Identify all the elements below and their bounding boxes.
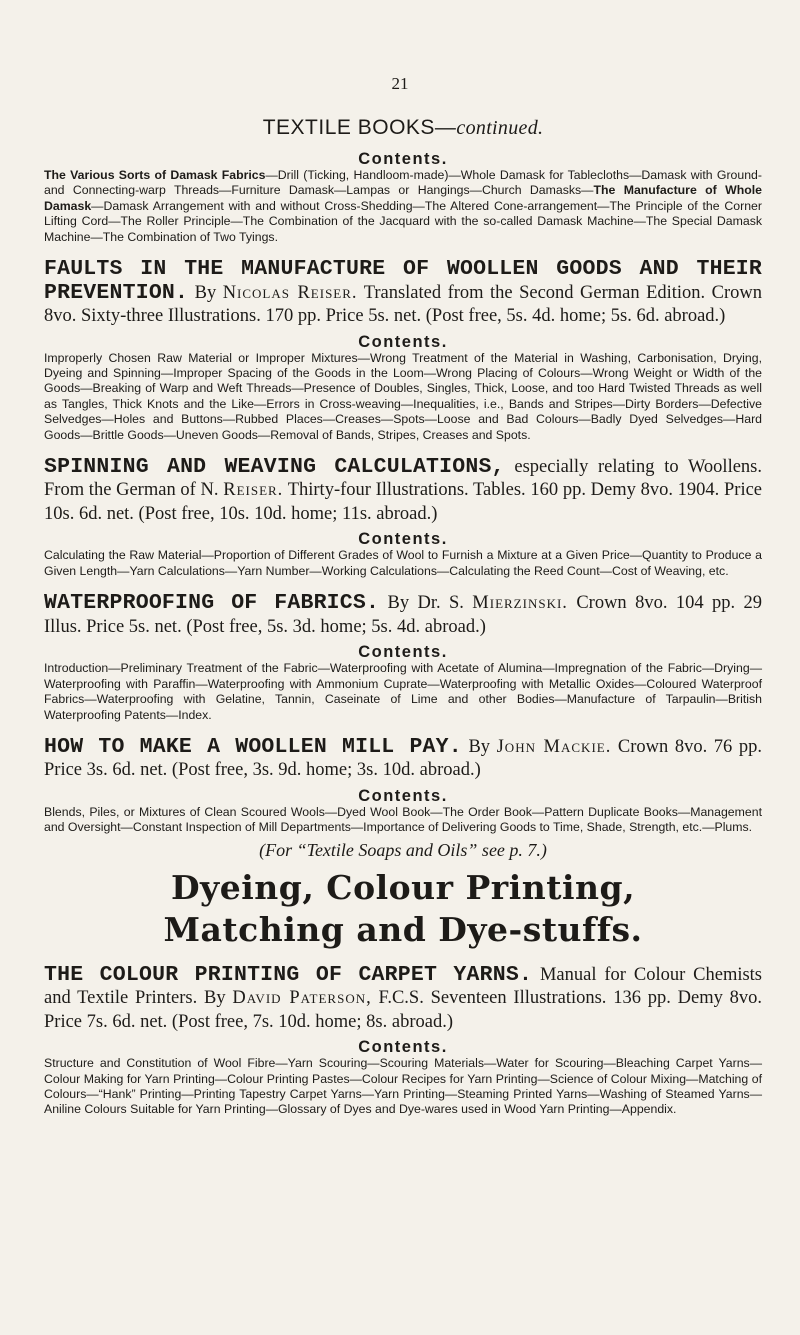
cross-reference-note: (For “Textile Soaps and Oils” see p. 7.) <box>259 839 547 860</box>
waterproofing-contents: Introduction—Preliminary Treatment of the Fabric—Waterproofing with Acetate of Alumina—Impregnation of the Fabric—Drying—Waterproofing with Paraffin—Waterproofing with Ammonium Cuprate—Waterproofing with Metallic Oxides—Coloured Waterproof Fabrics—Waterproofing with Gelatine, Tannin, Caseinate of Lime and other Bodies—Manufacture of Tarpaulin—British Waterproofing Patents—Index. <box>44 661 762 722</box>
header-title: TEXTILE BOOKS <box>262 116 435 139</box>
book-title: SPINNING AND WEAVING CALCULATIONS, <box>44 454 505 479</box>
contents-heading: Contents. <box>358 530 448 549</box>
section-heading-line-1: Dyeing, Colour Printing, <box>170 867 636 907</box>
carpet-yarns-contents: Structure and Constitution of Wool Fibre—Yarn Scouring—Scouring Materials—Water for Scouring—Bleaching Carpet Yarns—Colour Making for Yarn Printing—Colour Printing Pastes—Colour Recipes for Yarn Printing—Science of Colour Mixing—Matching of Colours—“Hank” Printing—Printing Tapestry Carpet Yarns—Yarn Printing—Steaming Printed Yarns—Washing of Steamed Yarns—Aniline Colours Suitable for Yarn Printing—Glossary of Dyes and Dye-wares used in Wood Yarn Printing—Appendix. <box>44 1056 762 1117</box>
book-author: Reiser. <box>223 480 284 501</box>
damask-contents-lead: The Various Sorts of Damask Fabrics <box>44 168 266 182</box>
section-heading <box>44 867 762 951</box>
book-details: Crown 8vo. 76 pp. Price 3s. 6d. net. (Post free, 3s. 9d. home; 3s. 10d. abroad.) <box>44 736 763 781</box>
faults-contents: Improperly Chosen Raw Material or Improper Mixtures—Wrong Treatment of the Material in Washing, Carbonisation, Drying, Dyeing and Spinning—Improper Spacing of the Goods in the Loom—Wrong Placing of Colours—Wrong Weight or Width of the Goods—Breaking of Warp and Weft Threads—Presence of Doubles, Singles, Thick, Loose, and too Hard Twisted Threads as well as Tangles, Thick Knots and the Like—Errors in Cross-weaving—Inequalities, i.e., Bands and Stripes—Dirty Borders—Defective Selvedges—Holes and Buttons—Rubbed Places—Creases—Spots—Loose and Bad Colours—Badly Dyed Selvedges—Hard Goods—Brittle Goods—Uneven Goods—Removal of Bands, Stripes, Creases and Spots. <box>44 350 762 442</box>
book-details: Crown 8vo. 104 pp. 29 Illus. Price 5s. net. (Post free, 5s. 3d. home; 5s. 4d. abroad.) <box>44 593 762 637</box>
contents-heading: Contents. <box>358 150 448 168</box>
book-author: John Mackie. <box>496 736 612 757</box>
page-content <box>44 116 762 1118</box>
contents-heading: Contents. <box>358 332 448 351</box>
book-entry-woollen-mill: HOW TO MAKE A WOOLLEN MILL PAY. By John Mackie. Crown 8vo. 76 pp. Price 3s. 6d. net. (Post free, 3s. 9d. home; 3s. 10d. abroad.) <box>44 734 763 781</box>
book-author: David Paterson, <box>232 988 372 1009</box>
contents-heading: Contents. <box>358 1038 448 1057</box>
page-number: 21 <box>391 74 409 93</box>
book-entry-carpet-yarns: THE COLOUR PRINTING OF CARPET YARNS. Manual for Colour Chemists and Textile Printers. By David Paterson, F.C.S. Seventeen Illustrations. 136 pp. Demy 8vo. Price 7s. 6d. net. (Post free, 7s. 10d. home; 8s. abroad.) <box>44 962 763 1032</box>
book-title: THE COLOUR PRINTING OF CARPET YARNS. <box>44 962 533 987</box>
page-header: TEXTILE BOOKS—continued. <box>262 116 544 139</box>
damask-contents: The Various Sorts of Damask Fabrics—Drill (Ticking, Handloom-made)—Whole Damask for Tablecloths—Damask with Ground- and Connecting-warp Threads—Furniture Damask—Lampas or Hangings—Church Damasks—The Manufacture of Whole Damask—Damask Arrangement with and without Cross-Shedding—The Altered Cone-arrangement—The Principle of the Corner Lifting Cord—The Roller Principle—The Combination of the Jacquard with the so-called Damask Machine—The Special Damask Machine—The Combination of Two Tyings. <box>44 168 762 244</box>
book-details: Translated from the Second German Edition. Crown 8vo. Sixty-three Illustrations. 170 pp. Price 5s. net. (Post free, 5s. 4d. home; 5s. 6d. abroad.) <box>44 282 763 327</box>
contents-heading: Contents. <box>358 786 448 805</box>
book-entry-waterproofing: WATERPROOFING OF FABRICS. By Dr. S. Mierzinski. Crown 8vo. 104 pp. 29 Illus. Price 5s. net. (Post free, 5s. 3d. home; 5s. 4d. abroad.) <box>44 591 762 637</box>
damask-contents-emph: The Manufacture of Whole Damask <box>44 183 762 213</box>
header-continued: continued. <box>456 117 544 139</box>
book-title: HOW TO MAKE A WOOLLEN MILL PAY. <box>44 734 462 759</box>
section-heading-line-2: Matching and Dye-stuffs. <box>163 909 643 949</box>
book-details: F.C.S. Seventeen Illustrations. 136 pp. Demy 8vo. Price 7s. 6d. net. (Post free, 7s. 10d. home; 8s. abroad.) <box>44 988 762 1032</box>
woollen-mill-contents: Blends, Piles, or Mixtures of Clean Scoured Wools—Dyed Wool Book—The Order Book—Pattern Duplicate Books—Management and Oversight—Constant Inspection of Mill Departments—Importance of Delivering Goods to Time, Shade, Strength, etc.—Plums. <box>44 804 762 835</box>
book-title: FAULTS IN THE MANUFACTURE OF WOOLLEN GOODS AND THEIR PREVENTION. <box>44 257 762 305</box>
book-author: Nicolas Reiser. <box>222 282 358 303</box>
book-title: WATERPROOFING OF FABRICS. <box>44 591 380 616</box>
book-details: Thirty-four Illustrations. Tables. 160 pp. Demy 8vo. 1904. Price 10s. 6d. net. (Post free, 10s. 10d. home; 11s. abroad.) <box>44 480 763 524</box>
spinning-contents: Calculating the Raw Material—Proportion of Different Grades of Wool to Furnish a Mixture at a Given Price—Quantity to Produce a Given Length—Yarn Calculations—Yarn Number—Working Calculations—Calculating the Reed Count—Cost of Weaving, etc. <box>44 548 762 578</box>
book-entry-spinning: SPINNING AND WEAVING CALCULATIONS, especially relating to Woollens. From the German of N. Reiser. Thirty-four Illustrations. Tables. 160 pp. Demy 8vo. 1904. Price 10s. 6d. net. (Post free, 10s. 10d. home; 11s. abroad.) <box>44 454 763 524</box>
book-entry-faults: FAULTS IN THE MANUFACTURE OF WOOLLEN GOODS AND THEIR PREVENTION. By Nicolas Reiser. Translated from the Second German Edition. Crown 8vo. Sixty-three Illustrations. 170 pp. Price 5s. net. (Post free, 5s. 4d. home; 5s. 6d. abroad.) <box>44 257 763 327</box>
book-author: Mierzinski. <box>472 593 568 614</box>
contents-heading: Contents. <box>358 643 448 662</box>
